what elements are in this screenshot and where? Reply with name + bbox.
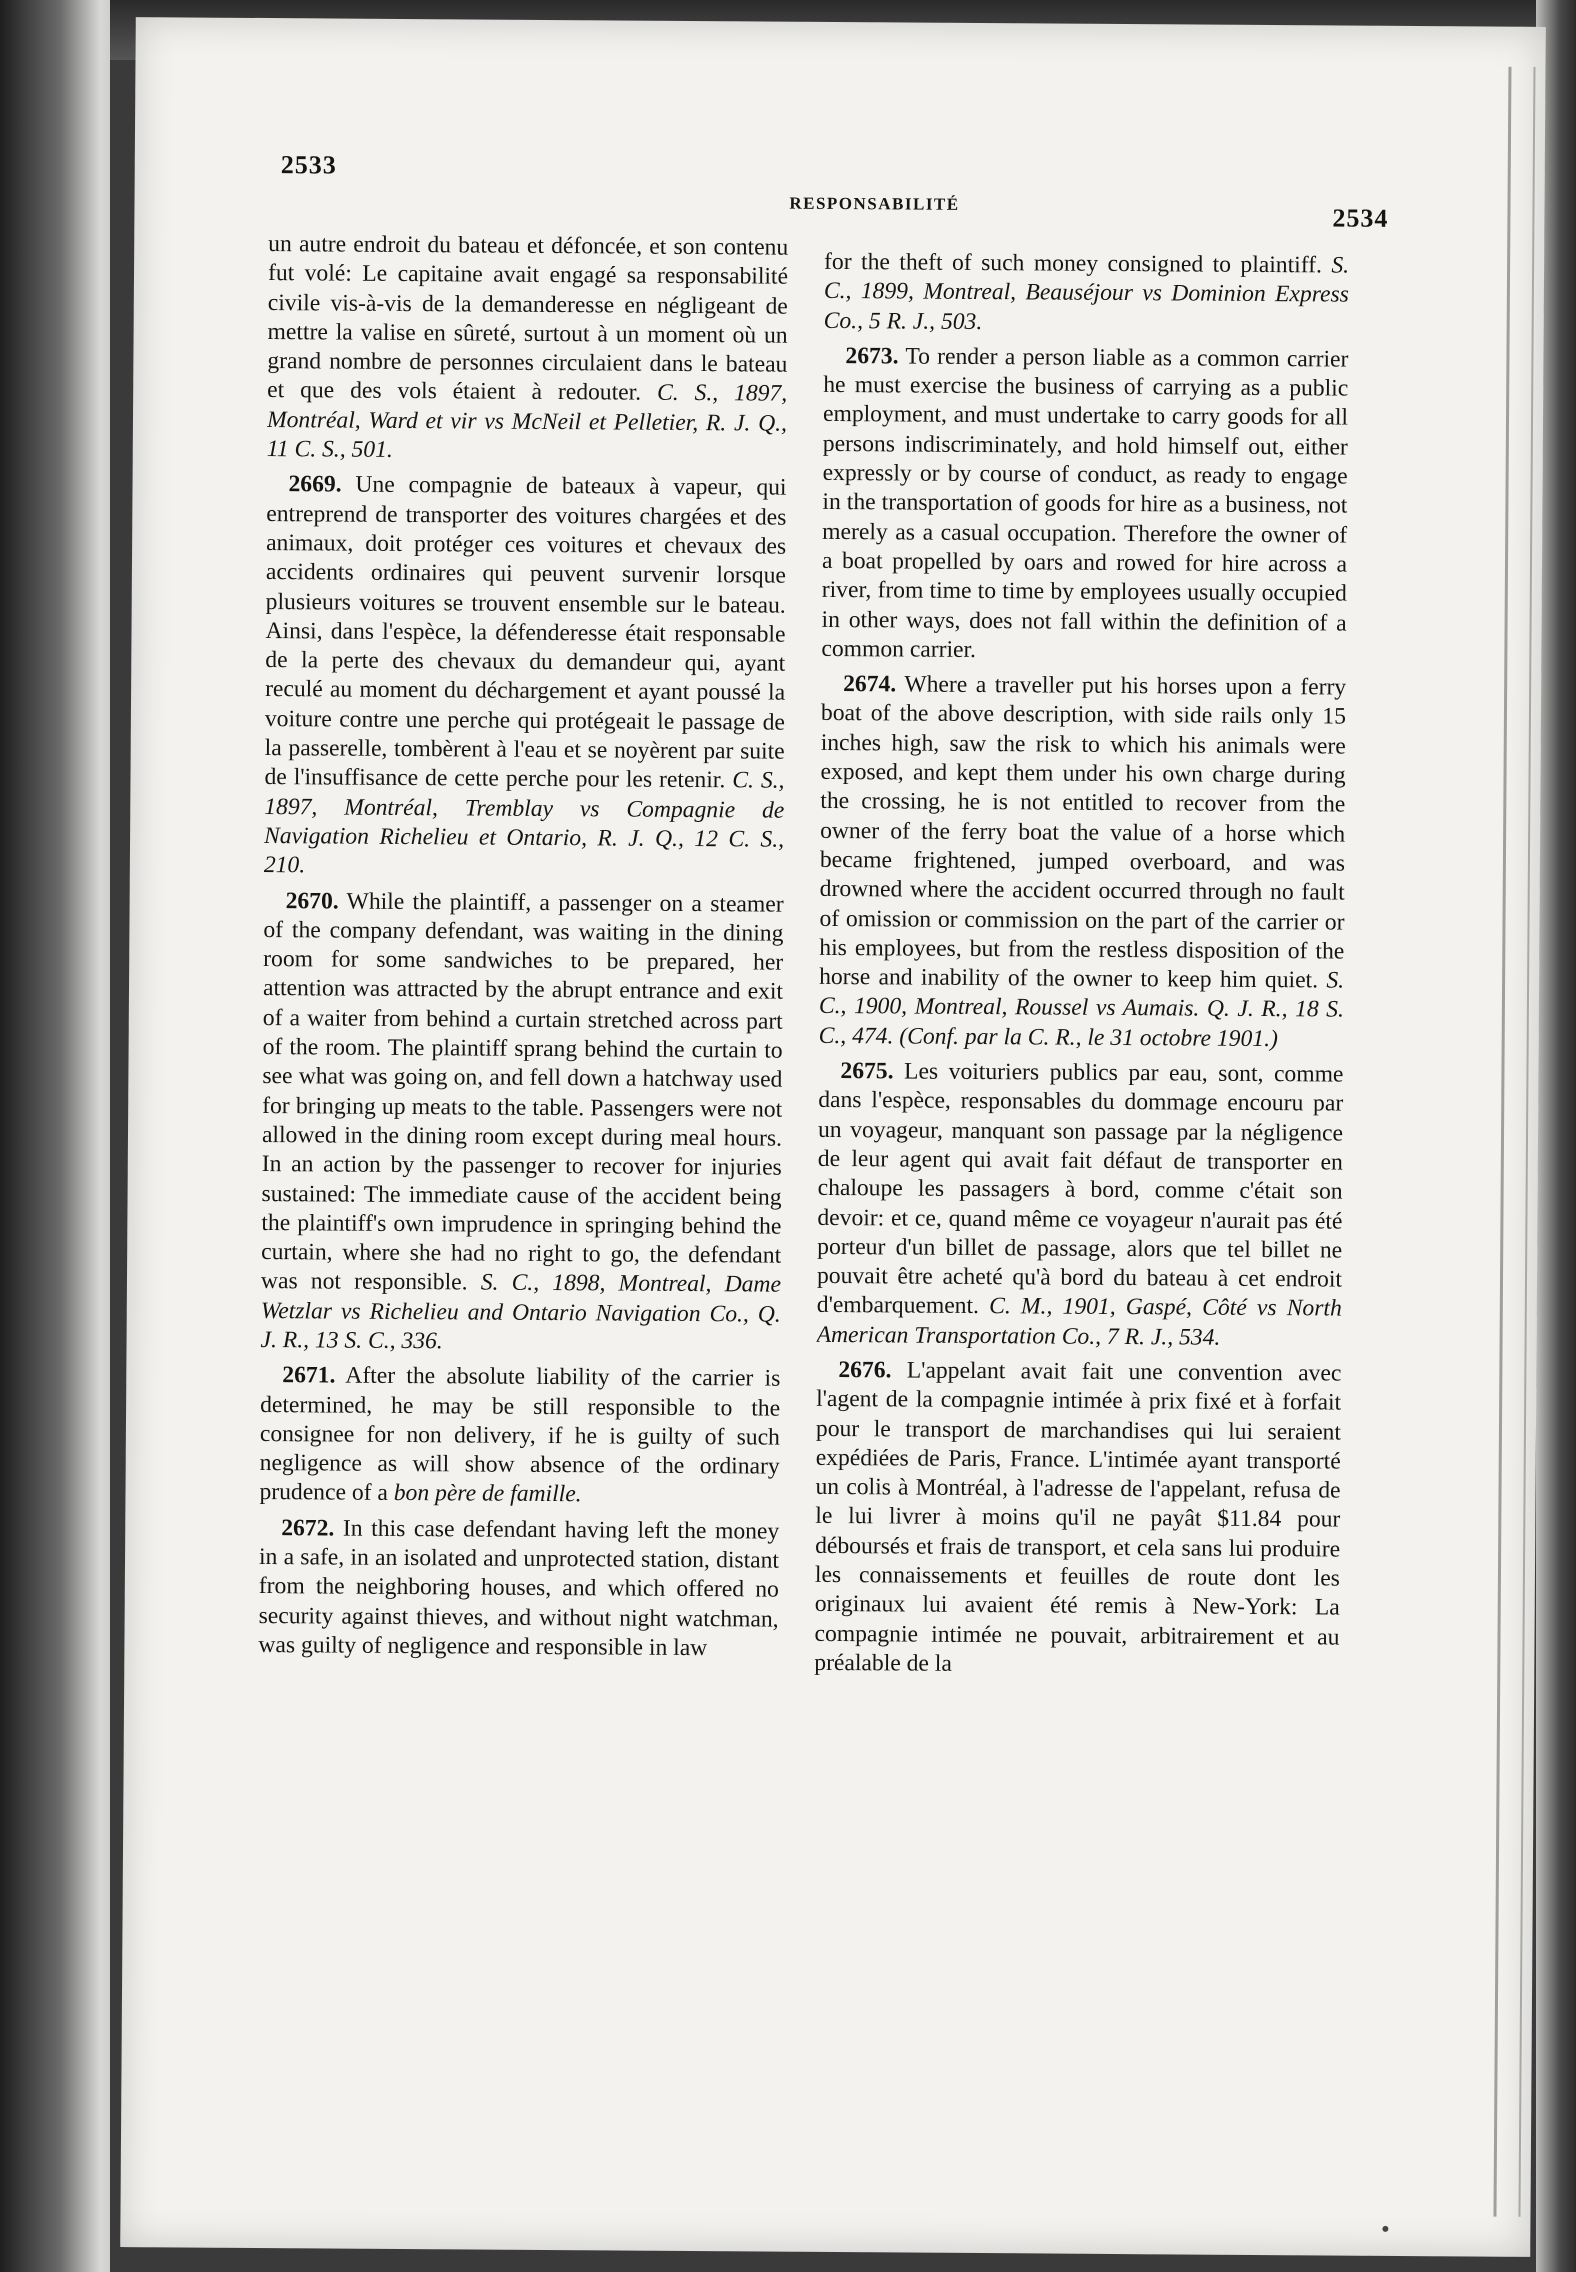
paragraph-text: Where a traveller put his horses upon a ferry boat of the above description, with side rails only 15 inches high, saw the risk to which his animals were exposed, and kept them under his own charge during the crossing, he is not entitled to recover from the owner of the ferry boat the value of a horse which became frightened, jumped overboard, and was drowned where the accident occurred through no fault of omission or commission on the part of the carrier or his employees, but from the restless disposition of the horse and inability of the owner to keep him quiet. — [819, 671, 1347, 994]
paragraph-text: While the plaintiff, a passenger on a steamer of the company defendant, was waiting in the dining room for some sandwiches to be prepared, her attention was attracted by the abrupt entrance and exit of a waiter from behind a curtain stretched across part of the room. The plaintiff sprang behind the curtain to see what was going on, and fell down a hatchway used for bringing up meats to the table. Passengers were not allowed in the dining room except during meal hours. In an action by the passenger to recover for injuries sustained: The immediate cause of the accident being the plaintiff's own imprudence in springing behind the curtain, where she had no right to go, the defendant was not responsible. — [260, 888, 784, 1296]
page-stack-edge — [1493, 67, 1535, 2217]
citation: S. C., 1898, Montreal, Dame Wetzlar vs Richelieu and Ontario Navigation Co., Q. J. R., 13 S. C., 336. — [260, 1269, 782, 1355]
paragraph — [824, 248, 1350, 340]
citation: C. S., 1897, Montréal, Ward et vir vs McNeil et Pelletier, R. J. Q., 11 C. S., 501. — [266, 380, 788, 463]
paragraph-text: Une compagnie de bateaux à vapeur, qui entreprend de transporter des voitures chargées et des animaux, doit protéger ces voitures et chevaux des accidents ordinaires qui peuvent survenir lorsque plusieurs voitures se trouvent ensemble sur le bateau. Ainsi, dans l'espèce, la défenderesse était responsable de la perte des chevaux du demandeur qui, ayant reculé au moment du déchargement et ayant poussé la voiture contre une perche qui protégeait le passage de la passerelle, tombèrent à l'eau et se noyèrent par suite de l'insuffisance de cette perche pour les retenir. — [264, 471, 787, 794]
article-number: 2671. — [282, 1362, 336, 1389]
article-number: 2672. — [281, 1514, 335, 1542]
paragraph-2671 — [259, 1361, 780, 1511]
paragraph-2675 — [817, 1057, 1344, 1354]
paragraph-2670 — [260, 887, 783, 1359]
ink-speck — [1382, 2226, 1388, 2232]
citation: C. S., 1897, Montréal, Tremblay vs Compagnie de Navigation Richelieu et Ontario, R. J. Q., 12 C. S., 210. — [263, 767, 785, 879]
paragraph-text: L'appelant avait fait une convention avec l'agent de la compagnie intimée à prix fixé et à forfait pour le transport de marchandises qui lui seraient expédiées de Paris, France. L'intimée ayant transporté un colis à Montréal, à l'adresse de l'appelant, refusa de le lui livrer à moins qu'il ne payât $11.84 pour déboursés et frais de transport, et cela sans lui produire les connaissements et feuilles de route dont les originaux lui avaient été remis à New-York: La compagnie intimée ne pouvait, arbitrairement et au préalable de la — [814, 1357, 1342, 1677]
page-number-right: 2534 — [1332, 203, 1389, 233]
page-number-left: 2533 — [280, 150, 337, 180]
paragraph-text: Les voituriers publics par eau, sont, comme dans l'espèce, responsables du dommage encouru par un voyageur, manquant son passage par la négligence de leur agent qui avait fait défaut de transporter en chaloupe les passagers à bord, comme c'était son devoir: et ce, quand même ce voyageur n'aurait pas été porteur d'un billet de passage, alors que tel billet ne pouvait être acheté qu'à bord du bateau à cet endroit d'embarquement. — [816, 1058, 1344, 1320]
paragraph-2669 — [264, 470, 787, 884]
citation: C. M., 1901, Gaspé, Côté vs North American Transportation Co., 7 R. J., 534. — [816, 1293, 1342, 1351]
right-column — [811, 248, 1349, 2152]
citation: S. C., 1899, Montreal, Beauséjour vs Dominion Express Co., 5 R. J., 503. — [823, 252, 1350, 335]
paragraph-2674 — [819, 670, 1347, 1055]
paragraph-text: In this case defendant having left the money in a safe, in an isolated and unprotected station, distant from the neighboring houses, and which offered no security against thieves, and without night watchman, was guilty of negligence and responsible in law — [258, 1515, 780, 1662]
running-head: RESPONSABILITÉ — [789, 193, 960, 214]
left-column — [255, 230, 788, 2134]
citation: S. C., 1900, Montreal, Roussel vs Aumais. Q. J. R., 18 S. C., 474. (Conf. par la C. R., le 31 octobre 1901.) — [818, 967, 1345, 1052]
article-number: 2673. — [845, 342, 899, 370]
paragraph-text: To render a person liable as a common carrier he must exercise the business of carrying as a public employment, and must undertake to carry goods for all persons indiscriminately, and hold himself out, either expressly or by course of conduct, as ready to engage in the transportation of goods for hire as a business, not merely as a casual occupation. Therefore the owner of a boat propelled by oars and rowed for hire across a river, from time to time by employees usually occupied in other ways, does not fall within the definition of a common carrier. — [821, 343, 1349, 663]
book-page — [120, 17, 1546, 2257]
paragraph-text: for the theft of such money consigned to plaintiff. — [824, 248, 1332, 279]
article-number: 2675. — [840, 1058, 894, 1085]
paragraph-2676 — [814, 1356, 1341, 1682]
citation: bon père de famille. — [393, 1480, 582, 1508]
paragraph-text: After the absolute liability of the carrier is determined, he may be still responsible to the consignee for non delivery, if he is guilty of such negligence as will show absence of the ordinary prudence of a — [259, 1362, 781, 1507]
article-number: 2674. — [843, 671, 897, 698]
article-number: 2669. — [288, 471, 342, 498]
paragraph-2673 — [821, 342, 1348, 668]
facing-page-edge — [0, 0, 110, 2272]
article-number: 2676. — [838, 1357, 892, 1384]
paragraph — [267, 230, 789, 468]
paragraph-text: un autre endroit du bateau et défoncée, et son contenu fut volé: Le capitaine avait engagé sa responsabilité civile vis-à-vis de la demanderesse en négligeant de mettre la valise en sûreté, surtout à un moment où un grand nombre de personnes circulaient dans le bateau et que des vols étaient à redouter. — [267, 231, 789, 407]
article-number: 2670. — [285, 887, 339, 915]
paragraph-2672 — [258, 1514, 779, 1664]
